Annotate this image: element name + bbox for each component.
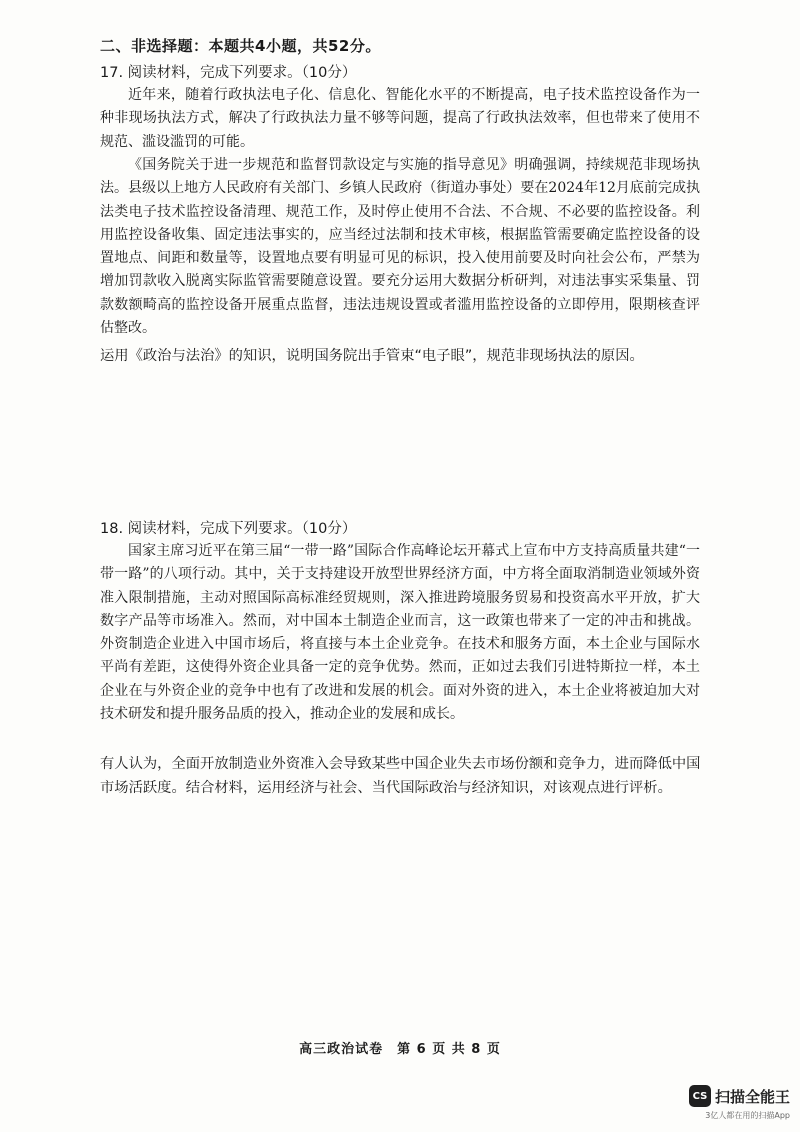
question-17-prompt: 运用《政治与法治》的知识，说明国务院出手管束“电子眼”，规范非现场执法的原因。: [100, 348, 644, 364]
question-18-prompt: 有人认为，全面开放制造业外资准入会导致某些中国企业失去市场份额和竞争力，进而降低中国市场活跃度。结合材料，运用经济与社会、当代国际政治与经济知识，对该观点进行评析。: [100, 756, 701, 796]
question-17-material-paragraph-1: 近年来，随着行政执法电子化、信息化、智能化水平的不断提高，电子技术监控设备作为一种非现场执法方式，解决了行政执法力量不够等问题，提高了行政执法效率，但也带来了使用不规范、滥设滥罚的可能。: [100, 87, 700, 150]
watermark-app-name: 扫描全能王: [714, 1087, 790, 1106]
scanner-watermark: [670, 1085, 790, 1121]
watermark-tagline: 3亿人都在用的扫描App: [705, 1111, 790, 1120]
question-18-heading: 18. 阅读材料，完成下列要求。（10分）: [100, 521, 357, 537]
question-17-heading: 17. 阅读材料，完成下列要求。（10分）: [100, 65, 357, 81]
camscanner-logo-icon: CS: [689, 1085, 711, 1107]
question-17-material-paragraph-2: 《国务院关于进一步规范和监督罚款设定与实施的指导意见》明确强调，持续规范非现场执法。县级以上地方人民政府有关部门、乡镇人民政府（街道办事处）要在2024年12月底前完成执法类电子技术监控设备清理、规范工作，及时停止使用不合法、不合规、不必要的监控设备。利用监控设备收集、固定违法事实的，应当经过法制和技术审核，根据监管需要确定监控设备的设置地点、间距和数量等，设置地点要有明显可见的标识，投入使用前要及时向社会公布，严禁为增加罚款收入脱离实际监管需要随意设置。要充分运用大数据分析研判，对违法事实采集量、罚款数额畸高的监控设备开展重点监督，违法违规设置或者滥用监控设备的立即停用，限期核查评估整改。: [100, 157, 700, 337]
question-18-material-paragraph: 国家主席习近平在第三届“一带一路”国际合作高峰论坛开幕式上宣布中方支持高质量共建“一带一路”的八项行动。其中，关于支持建设开放型世界经济方面，中方将全面取消制造业领域外资准入限制措施，主动对照国际高标准经贸规则，深入推进跨境服务贸易和投资高水平开放，扩大数字产品等市场准入。然而，对中国本土制造企业而言，这一政策也带来了一定的冲击和挑战。外资制造企业进入中国市场后，将直接与本土企业竞争。在技术和服务方面，本土企业与国际水平尚有差距，这使得外资企业具备一定的竞争优势。然而，正如过去我们引进特斯拉一样，本土企业在与外资企业的竞争中也有了改进和发展的机会。面对外资的进入，本土企业将被迫加大对技术研发和提升服务品质的投入，推动企业的发展和成长。: [100, 543, 700, 723]
page-footer: 高三政治试卷 第 6 页 共 8 页: [299, 1042, 501, 1057]
section-title: 二、非选择题：本题共4小题，共52分。: [100, 37, 381, 55]
